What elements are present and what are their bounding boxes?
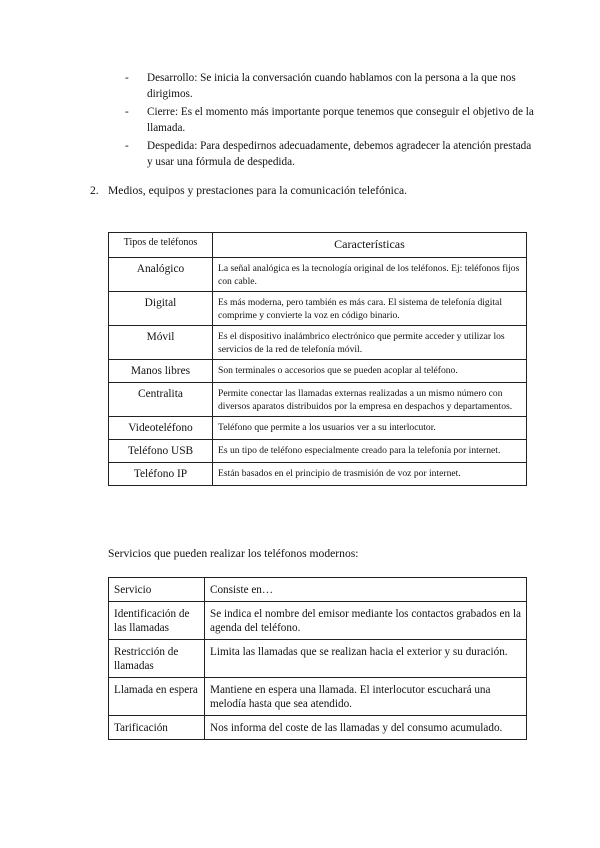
- column-header-service: Servicio: [109, 578, 205, 602]
- bullet-list: [125, 71, 535, 173]
- bullet-marker: -: [125, 106, 129, 118]
- phone-type-cell: Móvil: [109, 326, 213, 360]
- table-header-row: [109, 578, 527, 602]
- column-header-types: Tipos de teléfonos: [109, 233, 213, 258]
- services-table: [108, 577, 527, 740]
- phone-feature-cell: Permite conectar las llamadas externas realizadas a un mismo número con diversos aparatos distribuidos por la empresa en despachos y departamentos.: [213, 383, 527, 417]
- table-header-row: [109, 233, 527, 258]
- phone-feature-cell: Es más moderna, pero también es más cara. El sistema de telefonía digital comprime y convierte la voz en código binario.: [213, 292, 527, 326]
- service-name-cell: Restricción de llamadas: [109, 640, 205, 678]
- service-description-cell: Limita las llamadas que se realizan hacia el exterior y su duración.: [205, 640, 527, 678]
- bullet-text: Cierre: Es el momento más importante porque tenemos que conseguir el objetivo de la llamada.: [147, 106, 534, 134]
- table-row: [109, 463, 527, 486]
- service-description-cell: Mantiene en espera una llamada. El interlocutor escuchará una melodía hasta que sea atendido.: [205, 678, 527, 716]
- phone-feature-cell: Son terminales o accesorios que se pueden acoplar al teléfono.: [213, 360, 527, 383]
- phone-type-cell: Analógico: [109, 258, 213, 292]
- table-row: [109, 258, 527, 292]
- column-header-features: Características: [213, 233, 527, 258]
- section-heading: [90, 184, 407, 197]
- phone-type-cell: Teléfono IP: [109, 463, 213, 486]
- table-row: [109, 417, 527, 440]
- table-row: [109, 440, 527, 463]
- table-row: [109, 716, 527, 740]
- phone-feature-cell: Es el dispositivo inalámbrico electrónico que permite acceder y utilizar los servicios de la red de telefonía móvil.: [213, 326, 527, 360]
- services-intro: Servicios que pueden realizar los teléfonos modernos:: [108, 547, 359, 560]
- phone-feature-cell: Teléfono que permite a los usuarios ver a su interlocutor.: [213, 417, 527, 440]
- service-name-cell: Llamada en espera: [109, 678, 205, 716]
- phone-type-cell: Manos libres: [109, 360, 213, 383]
- phone-feature-cell: La señal analógica es la tecnología original de los teléfonos. Ej: teléfonos fijos con cable.: [213, 258, 527, 292]
- service-description-cell: Se indica el nombre del emisor mediante los contactos grabados en la agenda del teléfono.: [205, 602, 527, 640]
- section-number: 2.: [90, 184, 99, 197]
- phone-feature-cell: Están basados en el principio de trasmisión de voz por internet.: [213, 463, 527, 486]
- service-description-cell: Nos informa del coste de las llamadas y del consumo acumulado.: [205, 716, 527, 740]
- phone-feature-cell: Es un tipo de teléfono especialmente creado para la telefonía por internet.: [213, 440, 527, 463]
- table-row: [109, 292, 527, 326]
- bullet-marker: -: [125, 72, 129, 84]
- phone-type-cell: Digital: [109, 292, 213, 326]
- bullet-item-despedida: [125, 139, 535, 170]
- bullet-text: Desarrollo: Se inicia la conversación cuando hablamos con la persona a la que nos dirigimos.: [147, 72, 516, 100]
- bullet-item-desarrollo: [125, 71, 535, 102]
- table-row: [109, 678, 527, 716]
- table-row: [109, 383, 527, 417]
- phone-type-cell: Videoteléfono: [109, 417, 213, 440]
- column-header-description: Consiste en…: [205, 578, 527, 602]
- phone-type-cell: Centralita: [109, 383, 213, 417]
- bullet-marker: -: [125, 140, 129, 152]
- section-title: Medios, equipos y prestaciones para la comunicación telefónica.: [108, 184, 408, 197]
- phone-type-cell: Teléfono USB: [109, 440, 213, 463]
- service-name-cell: Tarificación: [109, 716, 205, 740]
- bullet-item-cierre: [125, 105, 535, 136]
- table-row: [109, 640, 527, 678]
- table-row: [109, 360, 527, 383]
- bullet-text: Despedida: Para despedirnos adecuadamente, debemos agradecer la atención prestada y usar una fórmula de despedida.: [147, 140, 532, 168]
- service-name-cell: Identificación de las llamadas: [109, 602, 205, 640]
- table-row: [109, 602, 527, 640]
- table-row: [109, 326, 527, 360]
- phone-types-table: [108, 232, 527, 486]
